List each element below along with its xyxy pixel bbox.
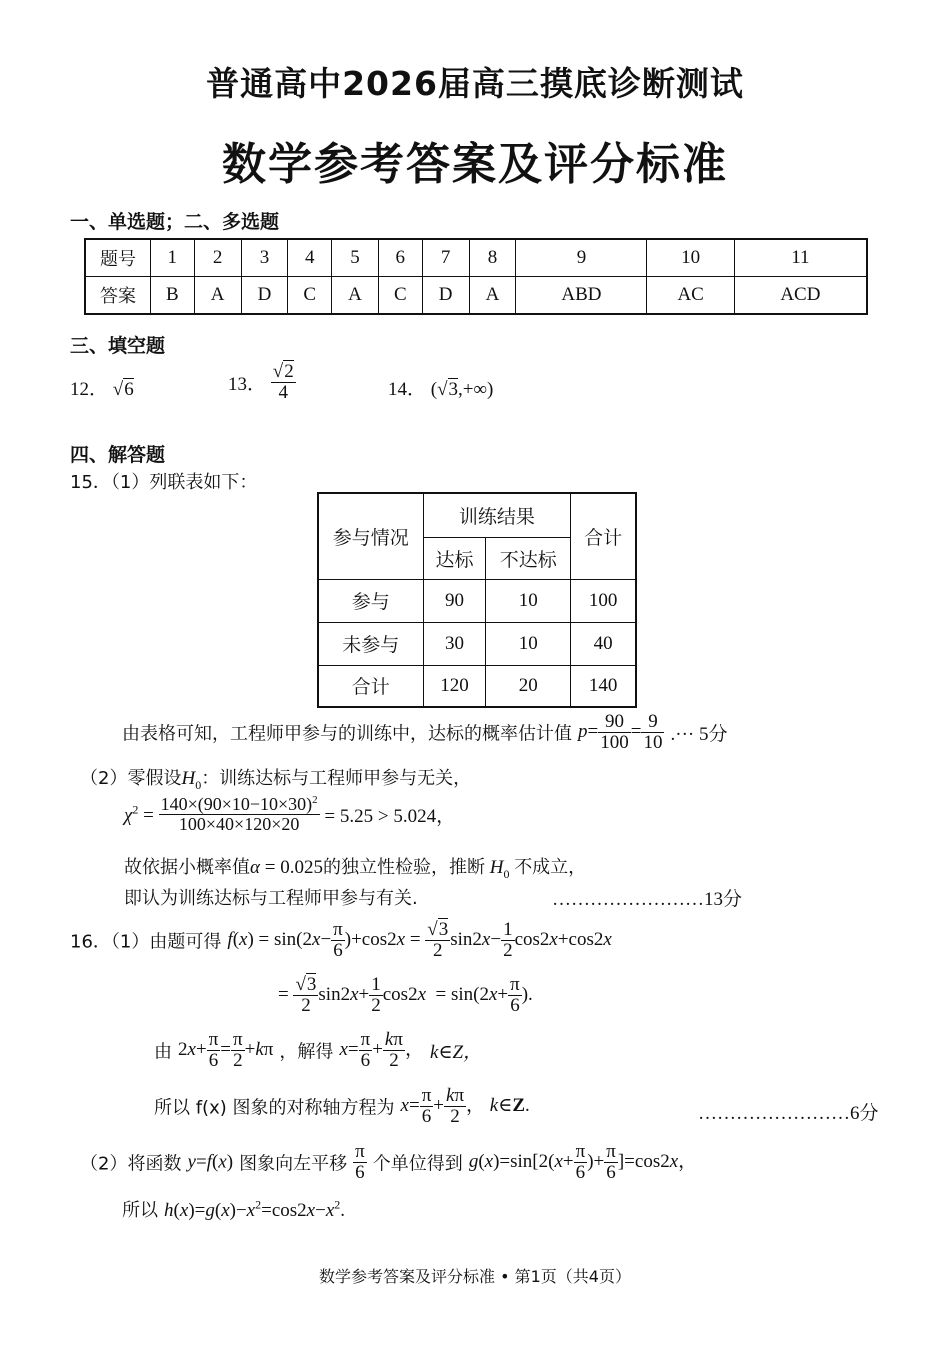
table-row — [318, 579, 636, 622]
part2-text: （2）将函数 — [80, 1153, 182, 1175]
chi-numerator: 140×(90×10−10×30) — [160, 794, 313, 814]
q12-value: 6 — [124, 379, 134, 400]
document-subtitle: 数学参考答案及评分标准 — [222, 139, 728, 190]
probability-formula: p= $\frac{90}{100}$ = $\frac{9}{10}$ — [578, 711, 663, 753]
table-row — [318, 622, 636, 665]
q16-line-3: 由 2x+ $\frac{\pi}{6}$ = $\frac{\pi}{2}$ +kπ ，解得 x= $\frac{\pi}{6}$ + $\frac{k\pi}{2}$ ， k∈Z， — [154, 1029, 483, 1071]
q13-denominator: 4 — [278, 381, 288, 403]
header-total: 合计 — [571, 493, 636, 579]
table-row-numbers — [85, 239, 867, 277]
cell-total: 40 — [571, 622, 636, 665]
row-label: 参与 — [318, 579, 423, 622]
score-5: .··· 5分 — [670, 723, 728, 745]
row-label: 未参与 — [318, 622, 423, 665]
score-13: ……………………13分 — [552, 889, 743, 910]
answer-cell: A — [194, 277, 241, 315]
q14-open: ( — [430, 379, 438, 400]
section-heading-choice: 一、单选题；二、多选题 — [70, 211, 280, 233]
table-row-answers — [85, 277, 867, 315]
row-label-number: 题号 — [85, 239, 151, 277]
answer-cell: D — [241, 277, 288, 315]
solve-text: ，解得 — [279, 1041, 334, 1063]
question-number: 2 — [194, 239, 241, 277]
document-title: 普通高中2026届高三摸底诊断测试 — [206, 64, 744, 103]
page-footer: 数学参考答案及评分标准 • 第1页（共4页） — [319, 1267, 631, 1286]
chi-square-formula: $\chi^2$ = $\frac{140\times(90\times 10-10\times 30)^2}{100\times 40\times 120\times 20}$ = 5.25 > 5.024， — [124, 794, 456, 834]
question-number: 1 — [151, 239, 195, 277]
q16-part2-line-1: （2）将函数 y=f(x) 图象向左平移 $\frac{\pi}{6}$ 个单位得到 g(x)=sin[2(x+ $\frac{\pi}{6}$ )+ $\frac{\pi}{6}$ ]=cos2x， — [80, 1141, 698, 1183]
k-in-z: k∈Z， — [430, 1041, 483, 1063]
question-number: 3 — [241, 239, 288, 277]
question-number: 10 — [647, 239, 734, 277]
q14-close: ,+∞) — [458, 379, 494, 400]
q14-radicand: 3 — [448, 379, 459, 400]
answer-cell: A — [332, 277, 379, 315]
part2-label: （2）零假设 — [80, 768, 182, 789]
answer-cell: ABD — [516, 277, 647, 315]
question-number: 11 — [734, 239, 867, 277]
answer-q12: 12． √6 — [70, 379, 134, 400]
cell-pass: 120 — [423, 665, 486, 707]
q15-part1-intro: 15．（1）列联表如下： — [70, 472, 258, 493]
header-participation: 参与情况 — [318, 493, 423, 579]
cell-pass: 30 — [423, 622, 486, 665]
table-row — [318, 665, 636, 707]
q16-part2-line-2: 所以 $h(x)=g(x)-x^2=\cos 2x-x^2$. — [122, 1197, 345, 1221]
cell-fail: 20 — [486, 665, 571, 707]
q12-label: 12． — [70, 379, 109, 400]
hypothesis-text: ：训练达标与工程师甲参与无关， — [201, 768, 472, 789]
q13-label: 13． — [228, 373, 267, 395]
answer-table — [84, 238, 868, 315]
answer-cell: B — [151, 277, 195, 315]
answer-cell: D — [422, 277, 469, 315]
part2-text: 所以 — [122, 1200, 158, 1221]
q15-conclusion-1 — [122, 712, 728, 753]
question-number: 8 — [469, 239, 516, 277]
chi-denominator: 100×40×120×20 — [178, 813, 300, 834]
part2-text: 图象向左平移 — [239, 1153, 348, 1175]
cell-total: 140 — [571, 665, 636, 707]
q15-conclusion-3: 即认为训练达标与工程师甲参与有关. — [124, 888, 418, 909]
q16-line-4: 所以 f(x) 图象的对称轴方程为 x= $\frac{\pi}{6}$ + $\frac{k\pi}{2}$ ， k∈Z. — [154, 1085, 530, 1127]
answer-q13 — [228, 362, 296, 403]
row-label: 合计 — [318, 665, 423, 707]
q14-label: 14． — [388, 379, 427, 400]
q16-line-2: = $\frac{√3}{2}$ sin2x+ $\frac{1}{2}$ cos2x = sin(2x+ $\frac{\pi}{6}$ ). — [278, 974, 533, 1016]
answer-cell: ACD — [734, 277, 867, 315]
answer-cell: AC — [647, 277, 734, 315]
row-label-answer: 答案 — [85, 277, 151, 315]
q13-fraction: $\frac{√2}{4}$ — [272, 361, 294, 403]
axis-text: 所以 f(x) 图象的对称轴方程为 — [154, 1097, 395, 1119]
part2-text: 个单位得到 — [372, 1153, 463, 1175]
conclusion-text: 的独立性检验，推断 — [322, 857, 485, 878]
answer-q14: 14． (√3,+∞) — [388, 379, 494, 400]
q16-formula-1: f(x) = sin(2x− $\frac{\pi}{6}$ )+cos2x = $\frac{√3}{2}$ sin2x− $\frac{1}{2}$ cos2x+cos2x — [227, 919, 612, 961]
q16-line-1 — [70, 920, 612, 961]
answer-cell: C — [288, 277, 332, 315]
question-number: 6 — [379, 239, 423, 277]
question-number: 5 — [332, 239, 379, 277]
answer-cell: C — [379, 277, 423, 315]
table-row — [318, 493, 636, 537]
chi-result: = 5.25 > 5.024， — [324, 805, 456, 827]
conclusion-text: 故依据小概率值 — [124, 857, 250, 878]
section-heading-fill: 三、填空题 — [70, 335, 166, 357]
question-number: 7 — [422, 239, 469, 277]
q15-conclusion-2: 故依据小概率值α = 0.025的独立性检验，推断 $H_0$ 不成立， — [124, 857, 587, 881]
q15-part2-intro: （2）零假设$H_0$：训练达标与工程师甲参与无关， — [80, 768, 472, 792]
q13-numerator: 2 — [284, 361, 294, 382]
q16-part1-label: 16．（1）由题可得 — [70, 931, 222, 953]
cell-fail: 10 — [486, 579, 571, 622]
cell-total: 100 — [571, 579, 636, 622]
contingency-table — [317, 492, 637, 708]
section-heading-solve: 四、解答题 — [70, 444, 166, 466]
header-fail: 不达标 — [486, 537, 571, 579]
solve-text: 由 — [154, 1041, 172, 1063]
cell-fail: 10 — [486, 622, 571, 665]
answer-cell: A — [469, 277, 516, 315]
question-number: 4 — [288, 239, 332, 277]
header-pass: 达标 — [423, 537, 486, 579]
conclusion-text: 由表格可知，工程师甲参与的训练中，达标的概率估计值 — [122, 723, 572, 745]
header-result: 训练结果 — [423, 493, 571, 537]
alpha-value: = 0.025 — [264, 857, 323, 878]
question-number: 9 — [516, 239, 647, 277]
score-6: ……………………6分 — [698, 1103, 879, 1124]
conclusion-text: 不成立， — [514, 857, 587, 878]
cell-pass: 90 — [423, 579, 486, 622]
